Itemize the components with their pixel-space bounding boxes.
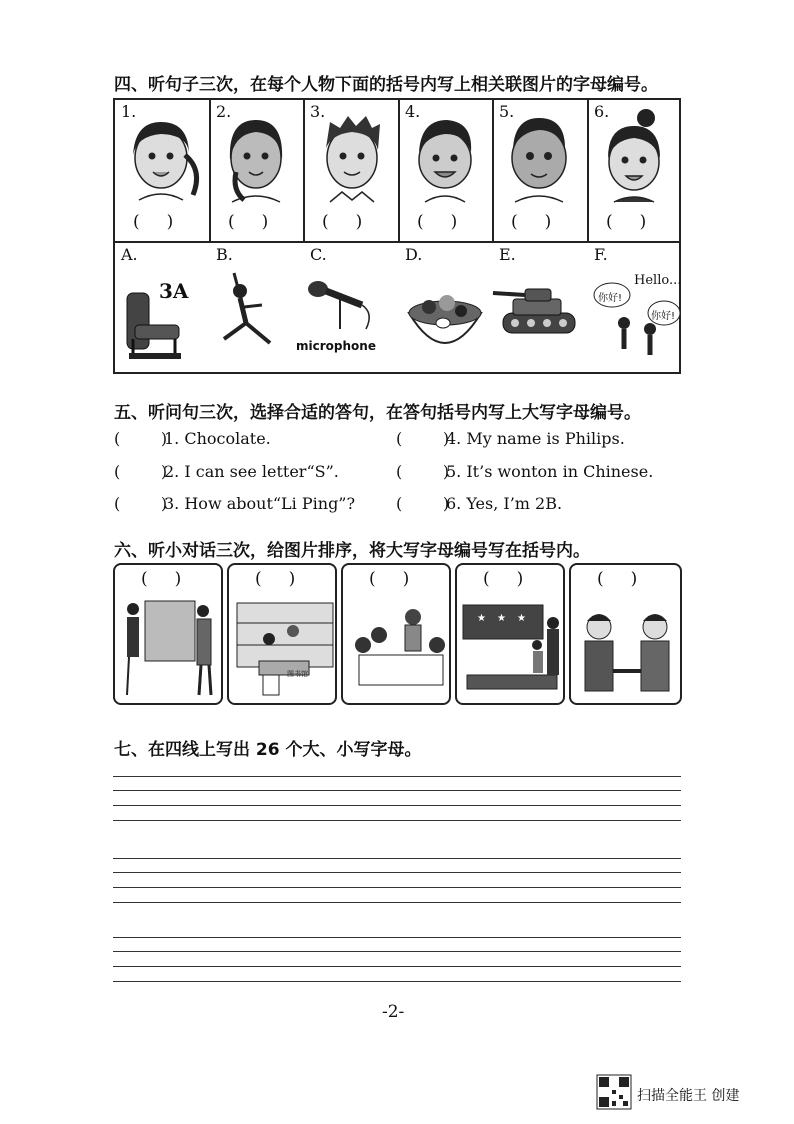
scene-box-3 <box>341 563 451 705</box>
boy-face-icon <box>399 100 493 210</box>
person-number: 5. <box>499 102 515 121</box>
qr-code-icon <box>597 1075 631 1109</box>
picture-caption: 3A <box>159 279 189 303</box>
picture-letter: E. <box>499 245 516 264</box>
answer-paren[interactable]: ( ) <box>141 569 182 589</box>
question-text: 5. It’s wonton in Chinese. <box>446 462 654 481</box>
person-number: 4. <box>405 102 421 121</box>
picture-cell-c <box>296 243 398 373</box>
girl-face-icon <box>588 100 682 210</box>
scene-box-1 <box>113 563 223 705</box>
clothes-shop-icon <box>115 565 225 707</box>
classroom-group-icon <box>343 565 453 707</box>
question-text: 2. I can see letter“S”. <box>164 462 339 481</box>
picture-caption: Hello... <box>634 273 682 288</box>
svg-text:★: ★ <box>497 613 506 624</box>
picture-letter: B. <box>216 245 233 264</box>
picture-cell-f <box>588 243 680 373</box>
answer-paren[interactable]: ( ) <box>417 212 458 232</box>
answer-paren[interactable]: ( ) <box>396 494 450 513</box>
person-cell-3 <box>304 100 398 240</box>
person-number: 6. <box>594 102 610 121</box>
speech-bubble-text: 你好! <box>598 293 623 304</box>
page-number: -2- <box>382 1002 405 1022</box>
person-cell-2 <box>210 100 303 240</box>
kungfu-girl-icon <box>210 243 304 373</box>
section4-grid <box>113 98 681 374</box>
answer-paren[interactable]: ( ) <box>483 569 524 589</box>
scene-box-4 <box>455 563 565 705</box>
question-text: 1. Chocolate. <box>164 429 271 448</box>
tank-icon <box>493 243 587 373</box>
picture-cell-d <box>399 243 492 373</box>
scene-box-2 <box>227 563 337 705</box>
speech-bubble-text: 你好! <box>651 311 676 322</box>
answer-paren[interactable]: ( ) <box>597 569 638 589</box>
scene-box-5 <box>569 563 682 705</box>
question-text: 3. How about“Li Ping”? <box>164 494 356 513</box>
picture-letter: A. <box>121 245 138 264</box>
person-cell-5 <box>493 100 587 240</box>
answer-paren[interactable]: ( ) <box>114 429 168 448</box>
girl-face-icon <box>115 100 209 210</box>
answer-paren[interactable]: ( ) <box>396 462 450 481</box>
person-number: 1. <box>121 102 137 121</box>
person-number: 2. <box>216 102 232 121</box>
svg-text:★: ★ <box>477 613 486 624</box>
section4-title: 四、听句子三次，在每个人物下面的括号内写上相关联图片的字母编号。 <box>114 75 658 95</box>
person-cell-4 <box>399 100 492 240</box>
answer-paren[interactable]: ( ) <box>228 212 269 232</box>
picture-cell-b <box>210 243 303 373</box>
boy-face-icon <box>304 100 398 210</box>
boy-face-icon <box>493 100 587 210</box>
question-text: 4. My name is Philips. <box>446 429 625 448</box>
picture-cell-a <box>115 243 209 373</box>
food-bowl-icon <box>399 243 493 373</box>
picture-letter: F. <box>594 245 608 264</box>
answer-paren[interactable]: ( ) <box>255 569 296 589</box>
scanner-watermark: 扫描全能王 创建 <box>637 1088 740 1104</box>
answer-paren[interactable]: ( ) <box>369 569 410 589</box>
microphone-icon <box>304 243 398 373</box>
office-scene-icon <box>457 565 567 707</box>
section5-title: 五、听问句三次，选择合适的答句，在答句括号内写上大写字母编号。 <box>114 403 641 423</box>
answer-paren[interactable]: ( ) <box>606 212 647 232</box>
svg-text:★: ★ <box>517 613 526 624</box>
picture-letter: C. <box>310 245 327 264</box>
answer-paren[interactable]: ( ) <box>511 212 552 232</box>
person-cell-1 <box>115 100 209 240</box>
girl-face-icon <box>210 100 304 210</box>
section6-title: 六、听小对话三次，给图片排序，将大写字母编号写在括号内。 <box>114 541 590 561</box>
answer-paren[interactable]: ( ) <box>114 494 168 513</box>
picture-caption: microphone <box>296 339 376 353</box>
picture-cell-e <box>493 243 587 373</box>
answer-paren[interactable]: ( ) <box>396 429 450 448</box>
library-sign: 图书馆 <box>287 670 308 678</box>
chair-icon <box>115 243 209 373</box>
library-scene-icon <box>229 565 339 707</box>
handshake-scene-icon <box>571 565 683 707</box>
answer-paren[interactable]: ( ) <box>114 462 168 481</box>
answer-paren[interactable]: ( ) <box>133 212 174 232</box>
question-text: 6. Yes, I’m 2B. <box>446 494 563 513</box>
section7-title: 七、在四线上写出 26 个大、小写字母。 <box>114 740 422 760</box>
answer-paren[interactable]: ( ) <box>322 212 363 232</box>
person-cell-6 <box>588 100 680 240</box>
picture-letter: D. <box>405 245 423 264</box>
person-number: 3. <box>310 102 326 121</box>
